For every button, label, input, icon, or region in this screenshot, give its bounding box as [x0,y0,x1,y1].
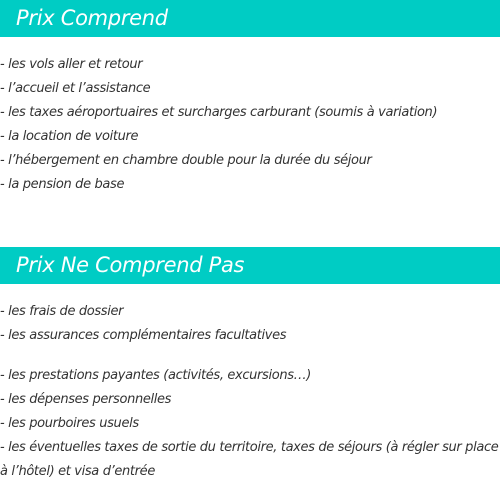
list-item: - les dépenses personnelles [0,392,172,407]
list-item: - les vols aller et retour [0,57,143,72]
list-item: - les frais de dossier [0,304,124,319]
list-prix-comprend [0,53,500,197]
list-item: - les taxes aéroportuaires et surcharges carburant (soumis à variation) [0,105,438,120]
section-header-prix-ne-comprend-pas: Prix Ne Comprend Pas [0,247,500,284]
list-item: - les prestations payantes (activités, excursions…) [0,368,312,383]
list-item: - la location de voiture [0,129,139,144]
list-item: - la pension de base [0,177,125,192]
list-item: - les assurances complémentaires facultatives [0,328,287,343]
list-item: - les pourboires usuels [0,416,139,431]
section-header-prix-comprend: Prix Comprend [0,0,500,37]
list-prix-ne-comprend-pas [0,300,500,484]
list-item: - l’accueil et l’assistance [0,81,151,96]
list-item: - l’hébergement en chambre double pour la durée du séjour [0,153,372,168]
list-item: - les éventuelles taxes de sortie du territoire, taxes de séjours (à régler sur place à l’hôtel) et visa d’entrée [0,440,499,479]
